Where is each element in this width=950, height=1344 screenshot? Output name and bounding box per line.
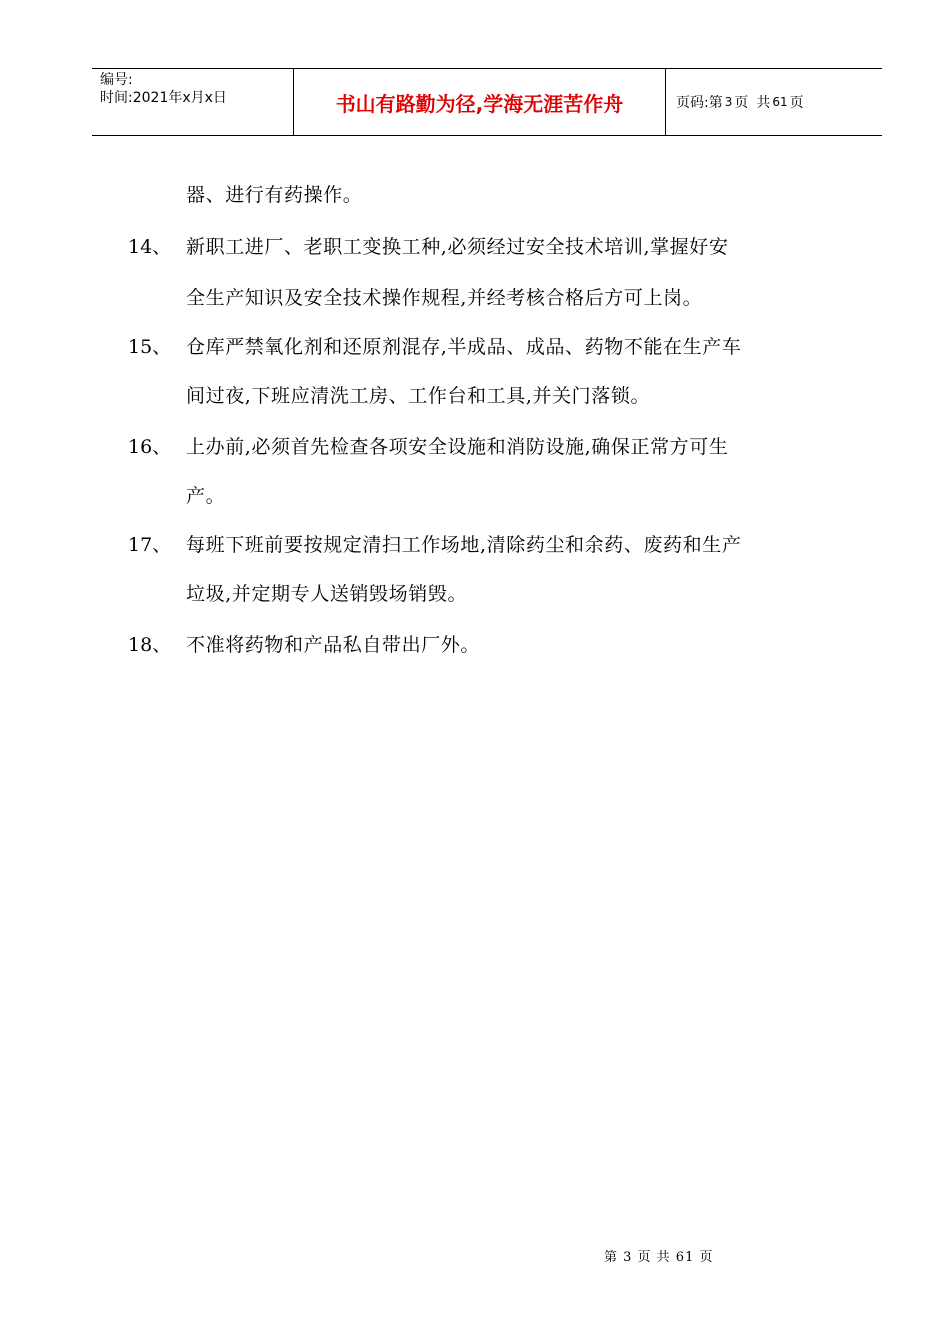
page-prefix: 页码:第: [676, 95, 723, 111]
page-current: 3: [724, 95, 733, 109]
item-line: 每班下班前要按规定清扫工作场地,清除药尘和余药、废药和生产: [186, 534, 742, 556]
page-total: 61: [772, 95, 788, 109]
item-line: 不准将药物和产品私自带出厂外。: [186, 634, 481, 656]
item-number: 18、: [128, 634, 172, 656]
page-mid: 页: [734, 95, 749, 111]
item-number: 15、: [128, 336, 172, 358]
page-header: [92, 68, 882, 136]
item-line: 产。: [186, 485, 226, 507]
item-line: 全生产知识及安全技术操作规程,并经考核合格后方可上岗。: [186, 287, 703, 309]
item-line: 上办前,必须首先检查各项安全设施和消防设施,确保正常方可生: [186, 436, 729, 458]
item-line: 仓库严禁氧化剂和还原剂混存,半成品、成品、药物不能在生产车: [186, 336, 742, 358]
item-number: 16、: [128, 436, 172, 458]
header-page-info: [666, 69, 882, 135]
item-line: 新职工进厂、老职工变换工种,必须经过安全技术培训,掌握好安: [186, 236, 729, 258]
header-meta: [92, 69, 294, 135]
time-label: 时间:2021年x月x日: [100, 90, 227, 106]
page-suffix: 页: [789, 95, 804, 111]
item-number: 14、: [128, 236, 172, 258]
item-number: 17、: [128, 534, 172, 556]
item-line: 间过夜,下班应清洗工房、工作台和工具,并关门落锁。: [186, 385, 651, 407]
item-line: 器、进行有药操作。: [186, 184, 363, 206]
item-line: 垃圾,并定期专人送销毁场销毁。: [186, 583, 468, 605]
page-footer: 第 3 页 共 61 页: [604, 1250, 714, 1265]
page-total-prefix: 共: [756, 95, 771, 111]
header-motto: 书山有路勤为径,学海无涯苦作舟: [294, 69, 666, 135]
code-label: 编号:: [100, 72, 133, 88]
